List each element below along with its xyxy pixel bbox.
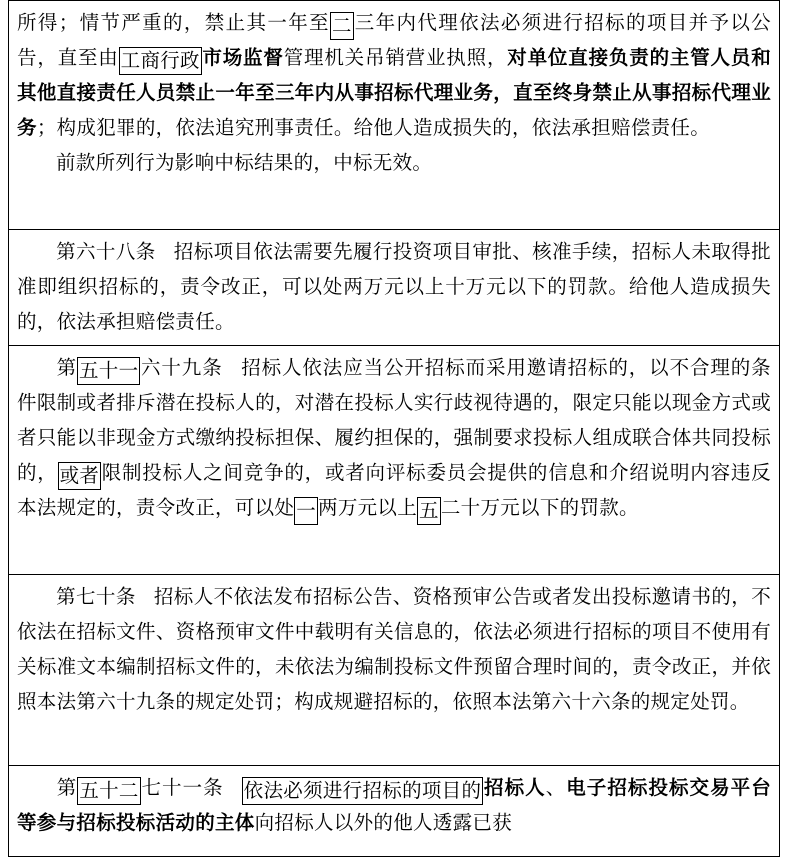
boxed-edit-huozhe: 或者 <box>58 462 102 490</box>
table-row <box>9 1 780 230</box>
section-67-continued-cell <box>9 1 780 230</box>
paragraph: 所得；情节严重的，禁止其一年至 二 三年内代理依法必须进行招标的项目并予以公告，直至由 工商行政 市场监督管理机关吊销营业执照，对单位直接负责的主管人员和其他直接责任人员禁止一年至三年内从事招标代理业务，直至终身禁止从事招标代理业务；构成犯罪的，依法追究刑事责任。给他人造成损失的，依法承担赔偿责任。 <box>17 11 771 139</box>
boxed-edit-52: 五十二 <box>77 777 140 805</box>
paragraph: 前款所列行为影响中标结果的，中标无效。 <box>56 151 433 174</box>
section-68-cell <box>9 230 780 346</box>
table-row <box>9 766 780 857</box>
boxed-edit-er: 二 <box>330 12 354 40</box>
bold-dianzi-pingtai: 电子招标投标交易平台等参与招标投标活动的主体 <box>17 776 771 834</box>
boxed-edit-wu: 五 <box>417 497 441 525</box>
table-row <box>9 575 780 766</box>
boxed-edit-gongshang: 工商行政 <box>119 47 202 75</box>
bold-zhaobiaoren: 招标人 <box>483 776 546 799</box>
boxed-edit-yi: 一 <box>294 497 318 525</box>
table-row <box>9 346 780 575</box>
section-71-cell <box>9 766 780 857</box>
paragraph: 第 五十二 七十一条 依法必须进行招标的项目的 招标人、电子招标投标交易平台等参与招标投标活动的主体向招标人以外的他人透露已获 <box>17 776 771 834</box>
section-69-cell <box>9 346 780 575</box>
paragraph: 第 五十一 六十九条 招标人依法应当公开招标而采用邀请招标的，以不合理的条件限制或者排斥潜在投标人的，对潜在投标人实行歧视待遇的，限定只能以现金方式或者只能以非现金方式缴纳投标担保、履约担保的，强制要求投标人组成联合体共同投标的， 或者 限制投标人之间竞争的，或者向评标委员会提供的信息和介绍说明内容违反本法规定的，责令改正，可以处 一 两万元以上 五 二十万元以下的罚款。 <box>17 350 771 525</box>
bold-clause-dwzj: 对单位直接负责的主管人员和其他直接责任人员禁止一年至三年内从事招标代理业务，直至终身禁止从事招标代理业务 <box>17 46 771 139</box>
section-70-cell <box>9 575 780 766</box>
boxed-edit-51: 五十一 <box>77 357 140 385</box>
law-text-table <box>8 0 780 857</box>
paragraph: 第六十八条 招标项目依法需要先履行投资项目审批、核准手续，招标人未取得批准即组织招标的，责令改正，可以处两万元以上十万元以下的罚款。给他人造成损失的，依法承担赔偿责任。 <box>17 240 771 333</box>
bold-shichang-jiandu: 市场监督 <box>201 46 284 69</box>
paragraph: 第七十条 招标人不依法发布招标公告、资格预审公告或者发出投标邀请书的，不依法在招标文件、资格预审文件中载明有关信息的，依法必须进行招标的项目不使用有关标准文本编制招标文件的，未依法为编制投标文件预留合理时间的，责令改正，并依照本法第六十九条的规定处罚；构成规避招标的，依照本法第六十六条的规定处罚。 <box>17 585 771 713</box>
boxed-edit-yifa-bixu: 依法必须进行招标的项目的 <box>242 777 484 805</box>
table-row <box>9 230 780 346</box>
